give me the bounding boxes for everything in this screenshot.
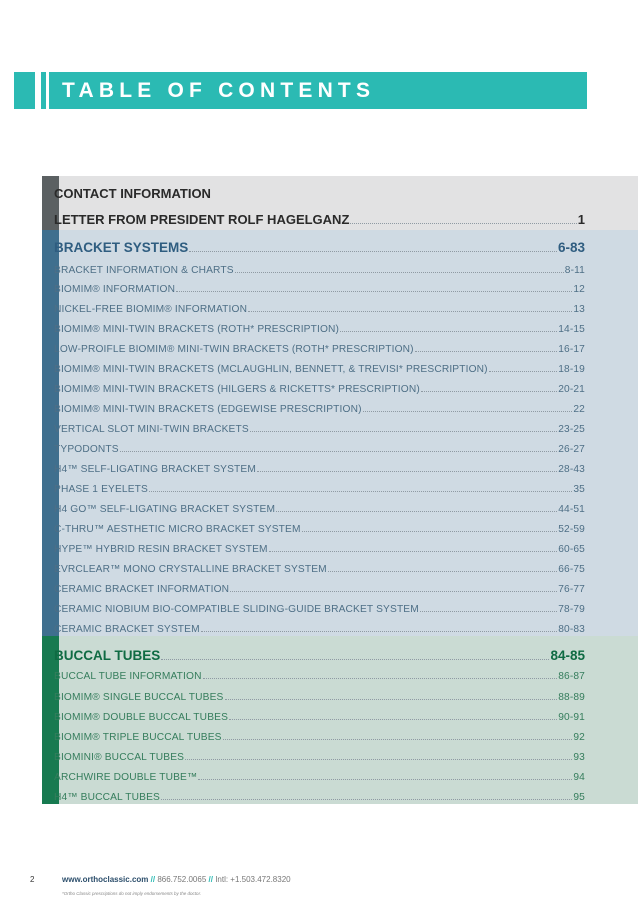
footer-contact [62, 875, 291, 884]
toc-page: 92 [573, 732, 585, 743]
toc-page: 93 [573, 752, 585, 763]
intl-phone-number: Intl: +1.503.472.8320 [215, 875, 291, 884]
toc-label: H4™ SELF-LIGATING BRACKET SYSTEM [54, 464, 256, 475]
toc-page: 23-25 [558, 424, 585, 435]
dot-leader [203, 678, 558, 679]
toc-label: ARCHWIRE DOUBLE TUBE™ [54, 772, 198, 783]
toc-entry[interactable] [54, 688, 585, 703]
toc-label: H4 GO™ SELF-LIGATING BRACKET SYSTEM [54, 504, 276, 515]
toc-section-bracket-systems[interactable] [54, 237, 585, 255]
toc-label: NICKEL-FREE BIOMIM® INFORMATION [54, 304, 248, 315]
toc-page: 6-83 [557, 240, 585, 255]
toc-entry[interactable] [54, 440, 585, 455]
toc-label: CERAMIC BRACKET SYSTEM [54, 624, 200, 635]
toc-entry[interactable] [54, 560, 585, 575]
toc-page: 78-79 [558, 604, 585, 615]
toc-entry[interactable] [54, 600, 585, 615]
dot-leader [230, 591, 557, 592]
toc-page: 26-27 [558, 444, 585, 455]
toc-heading-contact[interactable] [54, 184, 585, 201]
dot-leader [363, 411, 573, 412]
toc-label: BIOMIM® MINI-TWIN BRACKETS (ROTH* PRESCRIPTION) [54, 324, 340, 335]
toc-label: C-THRU™ AESTHETIC MICRO BRACKET SYSTEM [54, 524, 301, 535]
banner-divider [46, 72, 49, 109]
toc-label: HYPE™ HYBRID RESIN BRACKET SYSTEM [54, 544, 268, 555]
dot-leader [223, 739, 573, 740]
dot-leader [420, 611, 557, 612]
toc-page: 60-65 [558, 544, 585, 555]
toc-label: BIOMIM® MINI-TWIN BRACKETS (EDGEWISE PRESCRIPTION) [54, 404, 362, 415]
dot-leader [161, 659, 549, 660]
toc-entry[interactable] [54, 788, 585, 803]
phone-number: 866.752.0065 [157, 875, 207, 884]
toc-label: BIOMIM® SINGLE BUCCAL TUBES [54, 692, 224, 703]
toc-label: BIOMIM® DOUBLE BUCCAL TUBES [54, 712, 229, 723]
dot-leader [229, 719, 557, 720]
toc-entry[interactable] [54, 360, 585, 375]
toc-page: 52-59 [558, 524, 585, 535]
separator: // [150, 875, 156, 884]
toc-entry[interactable] [54, 280, 585, 295]
toc-page: 95 [573, 792, 585, 803]
toc-label: CONTACT INFORMATION [54, 186, 211, 201]
page-number: 2 [30, 875, 35, 884]
dot-leader [176, 291, 572, 292]
toc-label: BRACKET INFORMATION & CHARTS [54, 265, 234, 276]
toc-entry[interactable] [54, 320, 585, 335]
toc-label: CERAMIC BRACKET INFORMATION [54, 584, 230, 595]
toc-entry[interactable] [54, 708, 585, 723]
toc-entry[interactable] [54, 748, 585, 763]
toc-label: PHASE 1 EYELETS [54, 484, 148, 495]
toc-label: EVRCLEAR™ MONO CRYSTALLINE BRACKET SYSTEM [54, 564, 327, 575]
dot-leader [257, 471, 557, 472]
toc-page: 80-83 [558, 624, 585, 635]
toc-label: BIOMIM® MINI-TWIN BRACKETS (MCLAUGHLIN, BENNETT, & TREVISI* PRESCRIPTION) [54, 364, 488, 375]
dot-leader [120, 451, 557, 452]
toc-entry[interactable] [54, 480, 585, 495]
toc-entry[interactable] [54, 420, 585, 435]
dot-leader [185, 759, 572, 760]
toc-entry[interactable] [54, 460, 585, 475]
toc-page: 88-89 [558, 692, 585, 703]
toc-label: BIOMIM® TRIPLE BUCCAL TUBES [54, 732, 222, 743]
toc-entry-letter[interactable] [54, 210, 585, 227]
toc-entry[interactable] [54, 540, 585, 555]
dot-leader [302, 531, 558, 532]
toc-label: BRACKET SYSTEMS [54, 240, 189, 255]
toc-entry[interactable] [54, 667, 585, 682]
website-link[interactable]: www.orthoclassic.com [62, 875, 149, 884]
toc-page: 35 [573, 484, 585, 495]
toc-label: LOW-PROIFLE BIOMIM® MINI-TWIN BRACKETS (ROTH* PRESCRIPTION) [54, 344, 414, 355]
dot-leader [421, 391, 557, 392]
toc-page: 86-87 [558, 671, 585, 682]
toc-page: 8-11 [564, 265, 585, 276]
dot-leader [489, 371, 557, 372]
separator: // [208, 875, 213, 884]
toc-entry[interactable] [54, 520, 585, 535]
toc-page: 94 [573, 772, 585, 783]
toc-entry[interactable] [54, 340, 585, 355]
dot-leader [415, 351, 557, 352]
toc-page: 84-85 [550, 648, 585, 663]
toc-entry[interactable] [54, 728, 585, 743]
toc-page: 13 [573, 304, 585, 315]
dot-leader [149, 491, 572, 492]
toc-entry[interactable] [54, 500, 585, 515]
toc-entry[interactable] [54, 580, 585, 595]
dot-leader [248, 311, 572, 312]
toc-label: BUCCAL TUBE INFORMATION [54, 671, 202, 682]
toc-page: 14-15 [558, 324, 585, 335]
toc-page: 18-19 [558, 364, 585, 375]
toc-label: CERAMIC NIOBIUM BIO-COMPATIBLE SLIDING-GUIDE BRACKET SYSTEM [54, 604, 419, 615]
dot-leader [235, 272, 564, 273]
toc-label: H4™ BUCCAL TUBES [54, 792, 161, 803]
dot-leader [350, 223, 576, 224]
toc-label: LETTER FROM PRESIDENT ROLF HAGELGANZ [54, 212, 350, 227]
toc-page: 12 [573, 284, 585, 295]
toc-page: 44-51 [558, 504, 585, 515]
toc-section-buccal-tubes[interactable] [54, 645, 585, 663]
banner-divider [35, 72, 41, 109]
page-title: TABLE OF CONTENTS [62, 79, 376, 102]
toc-entry[interactable] [54, 400, 585, 415]
toc-page: 90-91 [558, 712, 585, 723]
dot-leader [250, 431, 557, 432]
dot-leader [340, 331, 557, 332]
toc-page: 16-17 [558, 344, 585, 355]
dot-leader [276, 511, 557, 512]
dot-leader [269, 551, 558, 552]
dot-leader [189, 251, 557, 252]
toc-label: TYPODONTS [54, 444, 119, 455]
toc-label: BIOMINI® BUCCAL TUBES [54, 752, 185, 763]
toc-page: 20-21 [558, 384, 585, 395]
toc-entry[interactable] [54, 380, 585, 395]
toc-page: 66-75 [558, 564, 585, 575]
toc-page: 76-77 [558, 584, 585, 595]
dot-leader [201, 631, 557, 632]
toc-page: 28-43 [558, 464, 585, 475]
toc-label: VERTICAL SLOT MINI-TWIN BRACKETS [54, 424, 249, 435]
dot-leader [198, 779, 572, 780]
toc-entry[interactable] [54, 620, 585, 635]
toc-page: 1 [577, 212, 585, 227]
toc-entry[interactable] [54, 261, 585, 276]
prescription-disclaimer: *Ortho Classic prescriptions do not imply endorsements by the doctor. [62, 891, 202, 896]
toc-entry[interactable] [54, 768, 585, 783]
toc-page: 22 [573, 404, 585, 415]
dot-leader [161, 799, 572, 800]
toc-entry[interactable] [54, 300, 585, 315]
toc-label: BIOMIM® INFORMATION [54, 284, 176, 295]
dot-leader [328, 571, 557, 572]
toc-label: BUCCAL TUBES [54, 648, 161, 663]
toc-label: BIOMIM® MINI-TWIN BRACKETS (HILGERS & RICKETTS* PRESCRIPTION) [54, 384, 420, 395]
dot-leader [225, 699, 558, 700]
